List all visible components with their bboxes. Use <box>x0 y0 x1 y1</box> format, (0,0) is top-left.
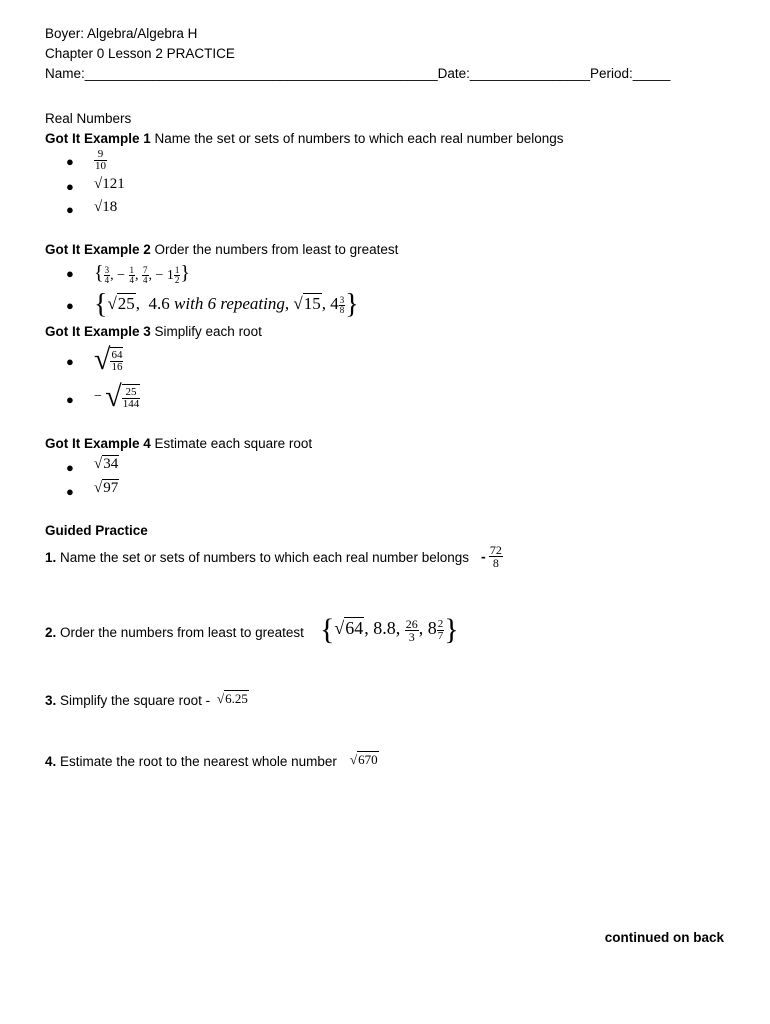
bullet-icon: ● <box>66 354 74 369</box>
example-4-text: Estimate each square root <box>150 436 313 451</box>
question-1-expression: - $\frac{72}{8}$ <box>481 543 502 570</box>
bullet-icon: ● <box>66 392 74 407</box>
example-3-item-1: √ $\frac{64}{16}$ <box>94 343 123 376</box>
section-title: Real Numbers <box>45 111 132 126</box>
example-4-item-2: √97 <box>94 480 119 496</box>
example-4-item-1: √34 <box>94 456 119 472</box>
example-2-set-1: { $\frac{3}{4}$ , − $\frac{1}{4}$ , $\frac{7}{4}$ , − 1 $\frac{1}{2}$ } <box>94 262 191 286</box>
example-1-label: Got It Example 1 <box>45 131 151 146</box>
example-4-heading <box>45 435 312 453</box>
question-1: 1. Name the set or sets of numbers to which each real number belongs <box>45 550 469 565</box>
example-3-item-2: − √ $\frac{25}{144}$ <box>94 380 140 413</box>
course-title: Boyer: Algebra/Algebra H <box>45 26 198 41</box>
bullet-icon: ● <box>66 202 74 217</box>
question-4: 4. Estimate the root to the nearest whole number <box>45 754 337 769</box>
fraction-denominator: 10 <box>95 160 106 172</box>
example-2-label: Got It Example 2 <box>45 242 151 257</box>
example-2-text: Order the numbers from least to greatest <box>150 242 399 257</box>
example-1-heading <box>45 130 564 148</box>
example-3-heading <box>45 323 262 341</box>
question-2: 2. Order the numbers from least to greatest <box>45 625 304 640</box>
example-2-heading <box>45 241 398 259</box>
fraction-numerator: 9 <box>94 149 107 161</box>
question-4-root: √670 <box>350 752 378 767</box>
example-4-label: Got It Example 4 <box>45 436 151 451</box>
name-date-period-line: Name:_______________________________________________Date:________________Period:_____ <box>45 66 671 81</box>
example-1-item-fraction <box>94 149 107 172</box>
example-1-item-sqrt121: √121 <box>94 176 125 192</box>
bullet-icon: ● <box>66 154 74 169</box>
example-2-set-2: {√25, 4.6 with 6 repeating, √15, 4 $\frac{3}{8}$ } <box>94 289 359 320</box>
lesson-title: Chapter 0 Lesson 2 PRACTICE <box>45 46 235 61</box>
example-1-text: Name the set or sets of numbers to which each real number belongs <box>150 131 564 146</box>
bullet-icon: ● <box>66 460 74 475</box>
question-2-set: {√64, 8.8, $\frac{26}{3}$ , 8 $\frac{2}{7}$ } <box>320 613 459 646</box>
continued-on-back-note: continued on back <box>604 930 724 945</box>
example-3-text: Simplify each root <box>150 324 262 339</box>
question-3: 3. Simplify the square root - <box>45 693 211 708</box>
example-3-label: Got It Example 3 <box>45 324 151 339</box>
bullet-icon: ● <box>66 484 74 499</box>
guided-practice-title: Guided Practice <box>45 523 148 538</box>
question-3-root: √6.25 <box>217 691 248 706</box>
bullet-icon: ● <box>66 298 74 313</box>
bullet-icon: ● <box>66 179 74 194</box>
bullet-icon: ● <box>66 266 74 281</box>
example-1-item-sqrt18: √18 <box>94 199 118 215</box>
